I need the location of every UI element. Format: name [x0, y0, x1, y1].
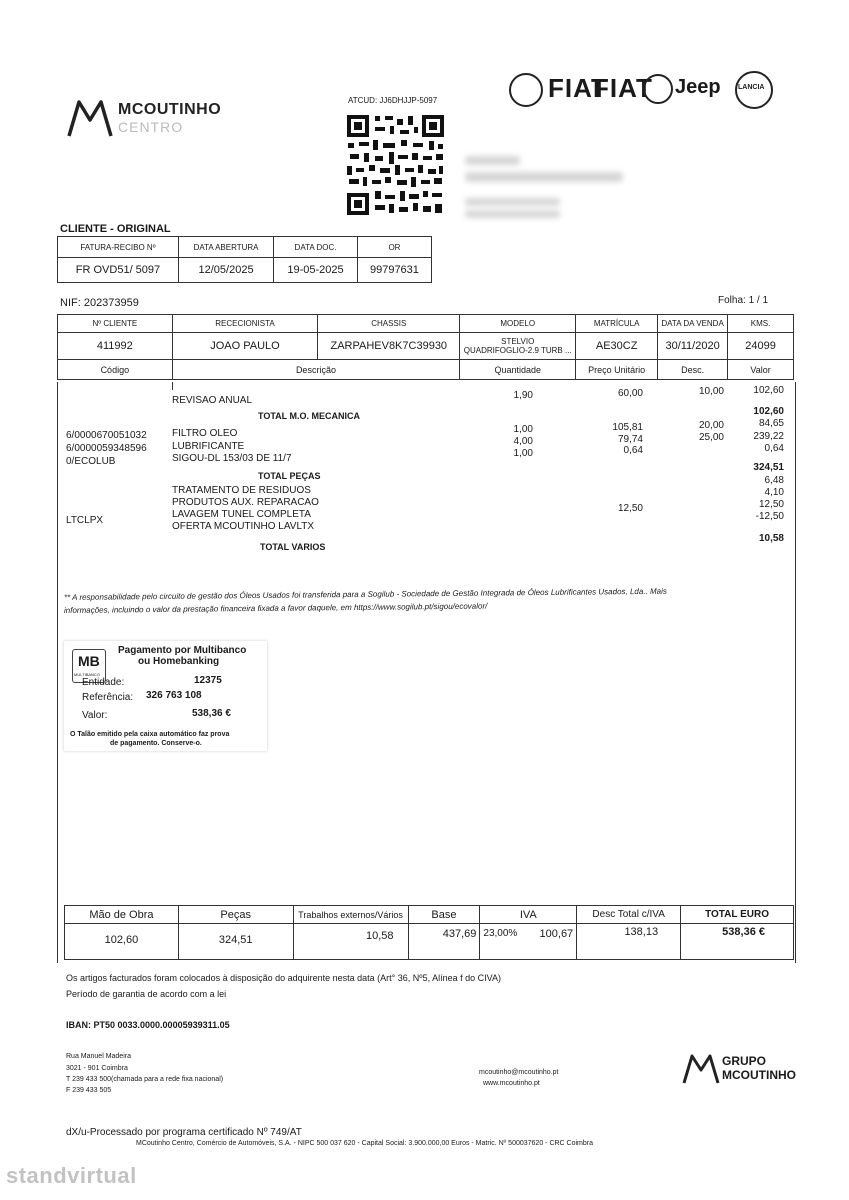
label-or: OR — [357, 237, 431, 258]
total-desc: 138,13 — [577, 924, 681, 960]
total-base: 437,69 — [408, 924, 480, 960]
nif: NIF: 202373959 — [60, 297, 139, 309]
group-line1: GRUPO — [722, 1054, 767, 1068]
company-name: MCOUTINHO — [118, 101, 222, 118]
folha: Folha: 1 / 1 — [718, 295, 769, 306]
rececionista: JOAO PAULO — [172, 333, 318, 360]
iva-value: 100,67 — [539, 928, 574, 940]
contact-email[interactable]: mcoutinho@mcoutinho.pt — [479, 1069, 559, 1076]
total-pecas-label: TOTAL PEÇAS — [258, 471, 321, 481]
label-modelo: MODELO — [460, 315, 576, 333]
payment-title2: ou Homebanking — [138, 656, 220, 667]
modelo-line1: STELVIO — [501, 337, 535, 346]
contact-website[interactable]: www.mcoutinho.pt — [483, 1080, 540, 1087]
group-line2: MCOUTINHO — [722, 1068, 796, 1082]
line-residuos-desc: TRATAMENTO DE RESIDUOS — [172, 485, 311, 496]
payment-note1: O Talão emitido pela caixa automático faz prova — [70, 731, 230, 738]
total-mo-label: TOTAL M.O. MECANICA — [258, 411, 360, 421]
matricula: AE30CZ — [576, 333, 658, 360]
col-quantidade: Quantidade — [460, 360, 576, 380]
line-oferta-value: -12,50 — [755, 511, 784, 522]
address-line4: F 239 433 505 — [66, 1087, 112, 1094]
label-iva: IVA — [480, 906, 577, 924]
total-iva-cell — [480, 924, 577, 960]
address-line1: Rua Manuel Madeira — [66, 1053, 131, 1060]
total-pecas-value: 324,51 — [753, 462, 784, 473]
total-euro: 538,36 € — [681, 924, 794, 960]
line-residuos-value: 6,48 — [764, 475, 784, 486]
footnote-articles: Os artigos facturados foram colocados à disposição do adquirente nesta data (Art° 36, Nº5, Alínea f do CIVA) — [66, 973, 501, 983]
footnote-warranty: Período de garantia de acordo com a lei — [66, 989, 227, 999]
col-descricao: Descrição — [172, 360, 460, 380]
legal-note: MCoutinho Centro, Comércio de Automóveis, S.A. - NIPC 500 037 620 - Capital Social: 3.900.000,00 Euros - Matric. Nº 500037620 - CRC Coimbra — [136, 1140, 593, 1147]
or-number: 99797631 — [357, 258, 431, 283]
col-preco: Preço Unitário — [576, 360, 658, 380]
modelo — [460, 333, 576, 360]
oil-note-line2: informações, incluindo o valor da prestação financeira fixada a favor daquele, em https://www.sogilub.pt/sigou/ecovalor/ — [63, 601, 488, 615]
payment-ref-label: Referência: — [82, 692, 134, 703]
label-rececionista: RECECIONISTA — [172, 315, 318, 333]
payment-value-label: Valor: — [82, 710, 108, 721]
total-pecas: 324,51 — [178, 924, 293, 960]
label-fatura: FATURA-RECIBO Nº — [58, 237, 179, 258]
oil-note-line1: ** A responsabilidade pelo circuito de gestão dos Óleos Usados foi transferida para a Sogilub - Sociedade de Gestão Integrada de Óleos Lubrificantes Usados, Lda.. Mais — [63, 586, 667, 602]
alfa-romeo-icon — [509, 73, 543, 107]
atcud: ATCUD: JJ6DHJJP-5097 — [348, 96, 438, 105]
brand-jeep: Jeep — [675, 76, 721, 98]
label-desc-total: Desc Total c/IVA — [577, 906, 681, 924]
data-venda: 30/11/2020 — [658, 333, 728, 360]
label-data-venda: DATA DA VENDA — [658, 315, 728, 333]
totals-table — [64, 905, 794, 960]
fatura-number: FR OVD51/ 5097 — [58, 258, 179, 283]
col-valor: Valor — [728, 360, 794, 380]
payment-ref: 326 763 108 — [146, 690, 202, 701]
brand-lancia: LANCIA — [738, 84, 765, 91]
label-mao-obra: Mão de Obra — [65, 906, 179, 924]
mcoutinho-logo-icon — [66, 98, 114, 138]
payment-note2: de pagamento. Conserve-o. — [110, 740, 202, 747]
label-total-euro: TOTAL EURO — [681, 906, 794, 924]
address-line3: T 239 433 500(chamada para a rede fixa nacional) — [66, 1076, 224, 1083]
label-base: Base — [408, 906, 480, 924]
kms: 24099 — [728, 333, 794, 360]
total-mao-obra: 102,60 — [65, 924, 179, 960]
total-varios-value: 10,58 — [758, 533, 784, 544]
label-kms: KMS. — [728, 315, 794, 333]
modelo-line2: QUADRIFOGLIO-2.9 TURB ... — [463, 346, 572, 355]
address-line2: 3021 - 901 Coimbra — [66, 1065, 128, 1072]
data-abertura: 12/05/2025 — [178, 258, 273, 283]
label-chassis: CHASSIS — [318, 315, 460, 333]
iban: IBAN: PT50 0033.0000.00005939311.05 — [66, 1020, 230, 1030]
total-mo-value: 102,60 — [753, 406, 784, 417]
total-varios-label: TOTAL VARIOS — [260, 542, 326, 552]
label-pecas: Peças — [178, 906, 293, 924]
label-matricula: MATRÍCULA — [576, 315, 658, 333]
label-data-abertura: DATA ABERTURA — [178, 237, 273, 258]
multibanco-logo-icon: MB MULTIBANCO — [72, 649, 106, 683]
payment-value: 538,36 € — [192, 708, 231, 719]
qr-code-icon — [345, 113, 446, 217]
line-produtos-desc: PRODUTOS AUX. REPARACAO — [172, 497, 319, 508]
label-data-doc: DATA DOC. — [274, 237, 358, 258]
label-trabalhos: Trabalhos externos/Vários — [293, 906, 408, 924]
label-n-cliente: Nº CLIENTE — [58, 315, 173, 333]
company-sub: CENTRO — [118, 119, 184, 135]
header-table — [57, 236, 432, 283]
col-codigo: Código — [58, 360, 173, 380]
line-produtos-value: 4,10 — [764, 487, 784, 498]
payment-entity-label: Entidade: — [82, 677, 125, 688]
payment-box — [64, 641, 267, 751]
abarth-icon — [643, 74, 673, 104]
processed-note: dX/u-Processado por programa certificado Nº 749/AT — [66, 1127, 302, 1138]
iva-rate: 23,00% — [483, 928, 518, 939]
col-desc: Desc. — [658, 360, 728, 380]
data-doc: 19-05-2025 — [274, 258, 358, 283]
brand-fiat: FIAT — [548, 73, 608, 103]
payment-entity: 12375 — [194, 675, 222, 686]
grupo-mcoutinho-logo-icon — [681, 1053, 721, 1085]
watermark: standvirtual — [6, 1163, 137, 1188]
chassis: ZARPAHEV8K7C39930 — [318, 333, 460, 360]
n-cliente: 411992 — [58, 333, 173, 360]
brand-fiat-professional: FIAT — [593, 73, 653, 103]
payment-title1: Pagamento por Multibanco — [118, 645, 247, 656]
total-trabalhos: 10,58 — [293, 924, 408, 960]
vehicle-table — [57, 314, 794, 380]
line-oferta-desc: OFERTA MCOUTINHO LAVLTX — [172, 521, 315, 532]
document-title: CLIENTE - ORIGINAL — [60, 223, 171, 235]
